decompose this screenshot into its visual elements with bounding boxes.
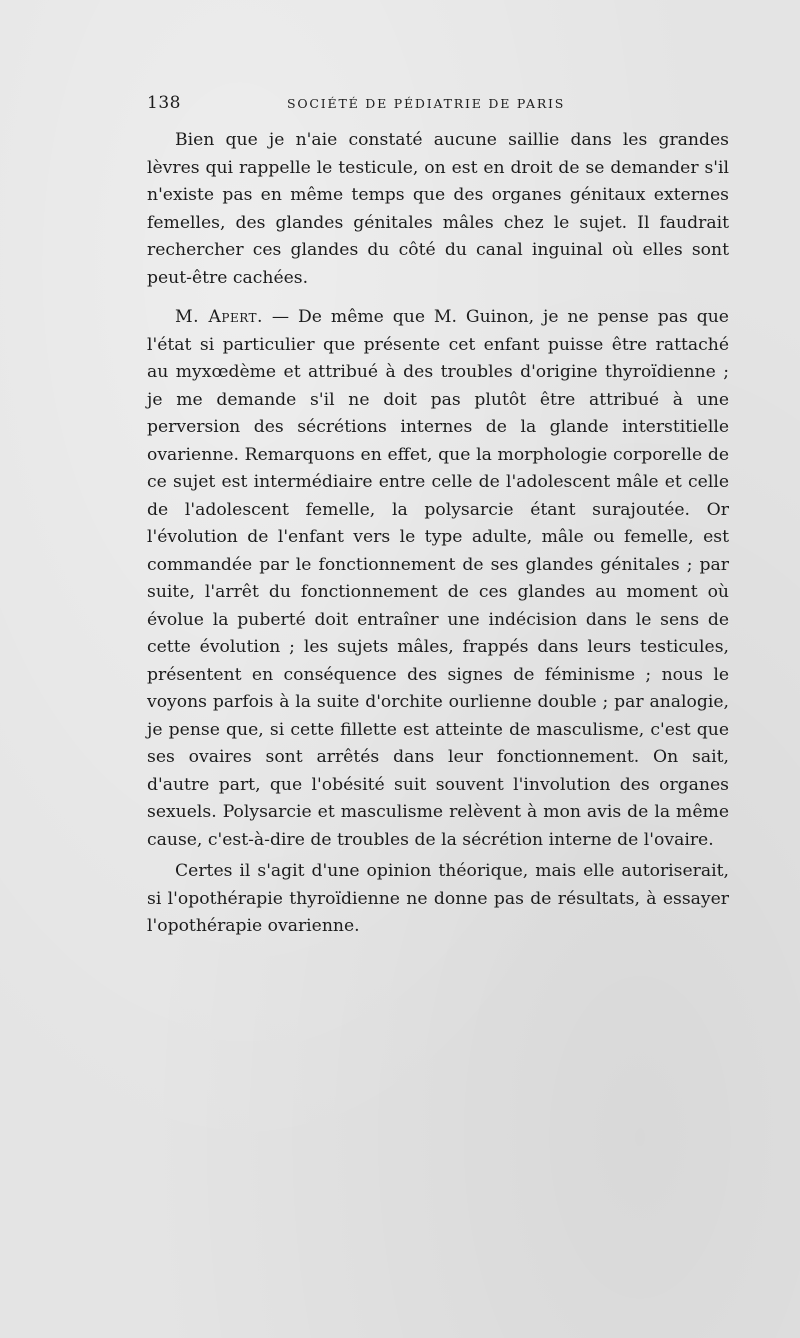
running-title: SOCIÉTÉ DE PÉDIATRIE DE PARIS	[287, 96, 566, 111]
speaker-name: M. Apert.	[175, 307, 264, 327]
paragraph-1: Bien que je n'aie constaté aucune saillie dans les grandes lèvres qui rappelle le testicule, on est en droit de se demander s'il n'existe pas en même temps que des organes génitaux externes femelles, des glandes génitales mâles chez le sujet. Il faudrait rechercher ces glandes du côté du canal inguinal où elles sont peut-être cachées.	[147, 130, 729, 288]
paragraph-2-text: — De même que M. Guinon, je ne pense pas que l'état si particulier que présente cet enfant puisse être rattaché au myxœdème et attribué à des troubles d'origine thyroïdienne ; je me demande s'il ne doit pas plutôt être attribué à une perversion des sécrétions internes de la glande interstitielle ovarienne. Remarquons en effet, que la morphologie corporelle de ce sujet est intermédiaire entre celle de l'adolescent mâle et celle de l'adolescent femelle, la polysarcie étant surajoutée. Or l'évolution de l'enfant vers le type adulte, mâle ou femelle, est commandée par le fonctionnement de ses glandes génitales ; par suite, l'arrêt du fonctionnement de ces glandes au moment où évolue la puberté doit entraîner une indécision dans le sens de cette évolution ; les sujets mâles, frappés dans leurs testicules, présentent en conséquence des signes de féminisme ; nous le voyons parfois à la suite d'orchite ourlienne double ; par analogie, je pense que, si cette fillette est atteinte de masculisme, c'est que ses ovaires sont arrêtés dans leur fonctionnement. On sait, d'autre part, que l'obésité suit souvent l'involution des organes sexuels. Polysarcie et masculisme relèvent à mon avis de la même cause, c'est-à-dire de troubles de la sécrétion interne de l'ovaire.	[147, 307, 729, 850]
paragraph-2	[147, 304, 729, 854]
body-text	[147, 127, 729, 941]
page-header	[147, 93, 729, 115]
page-number: 138	[147, 93, 181, 113]
paragraph-3: Certes il s'agit d'une opinion théorique, mais elle autoriserait, si l'opothérapie thyroïdienne ne donne pas de résultats, à essayer l'opothérapie ovarienne.	[147, 861, 729, 936]
